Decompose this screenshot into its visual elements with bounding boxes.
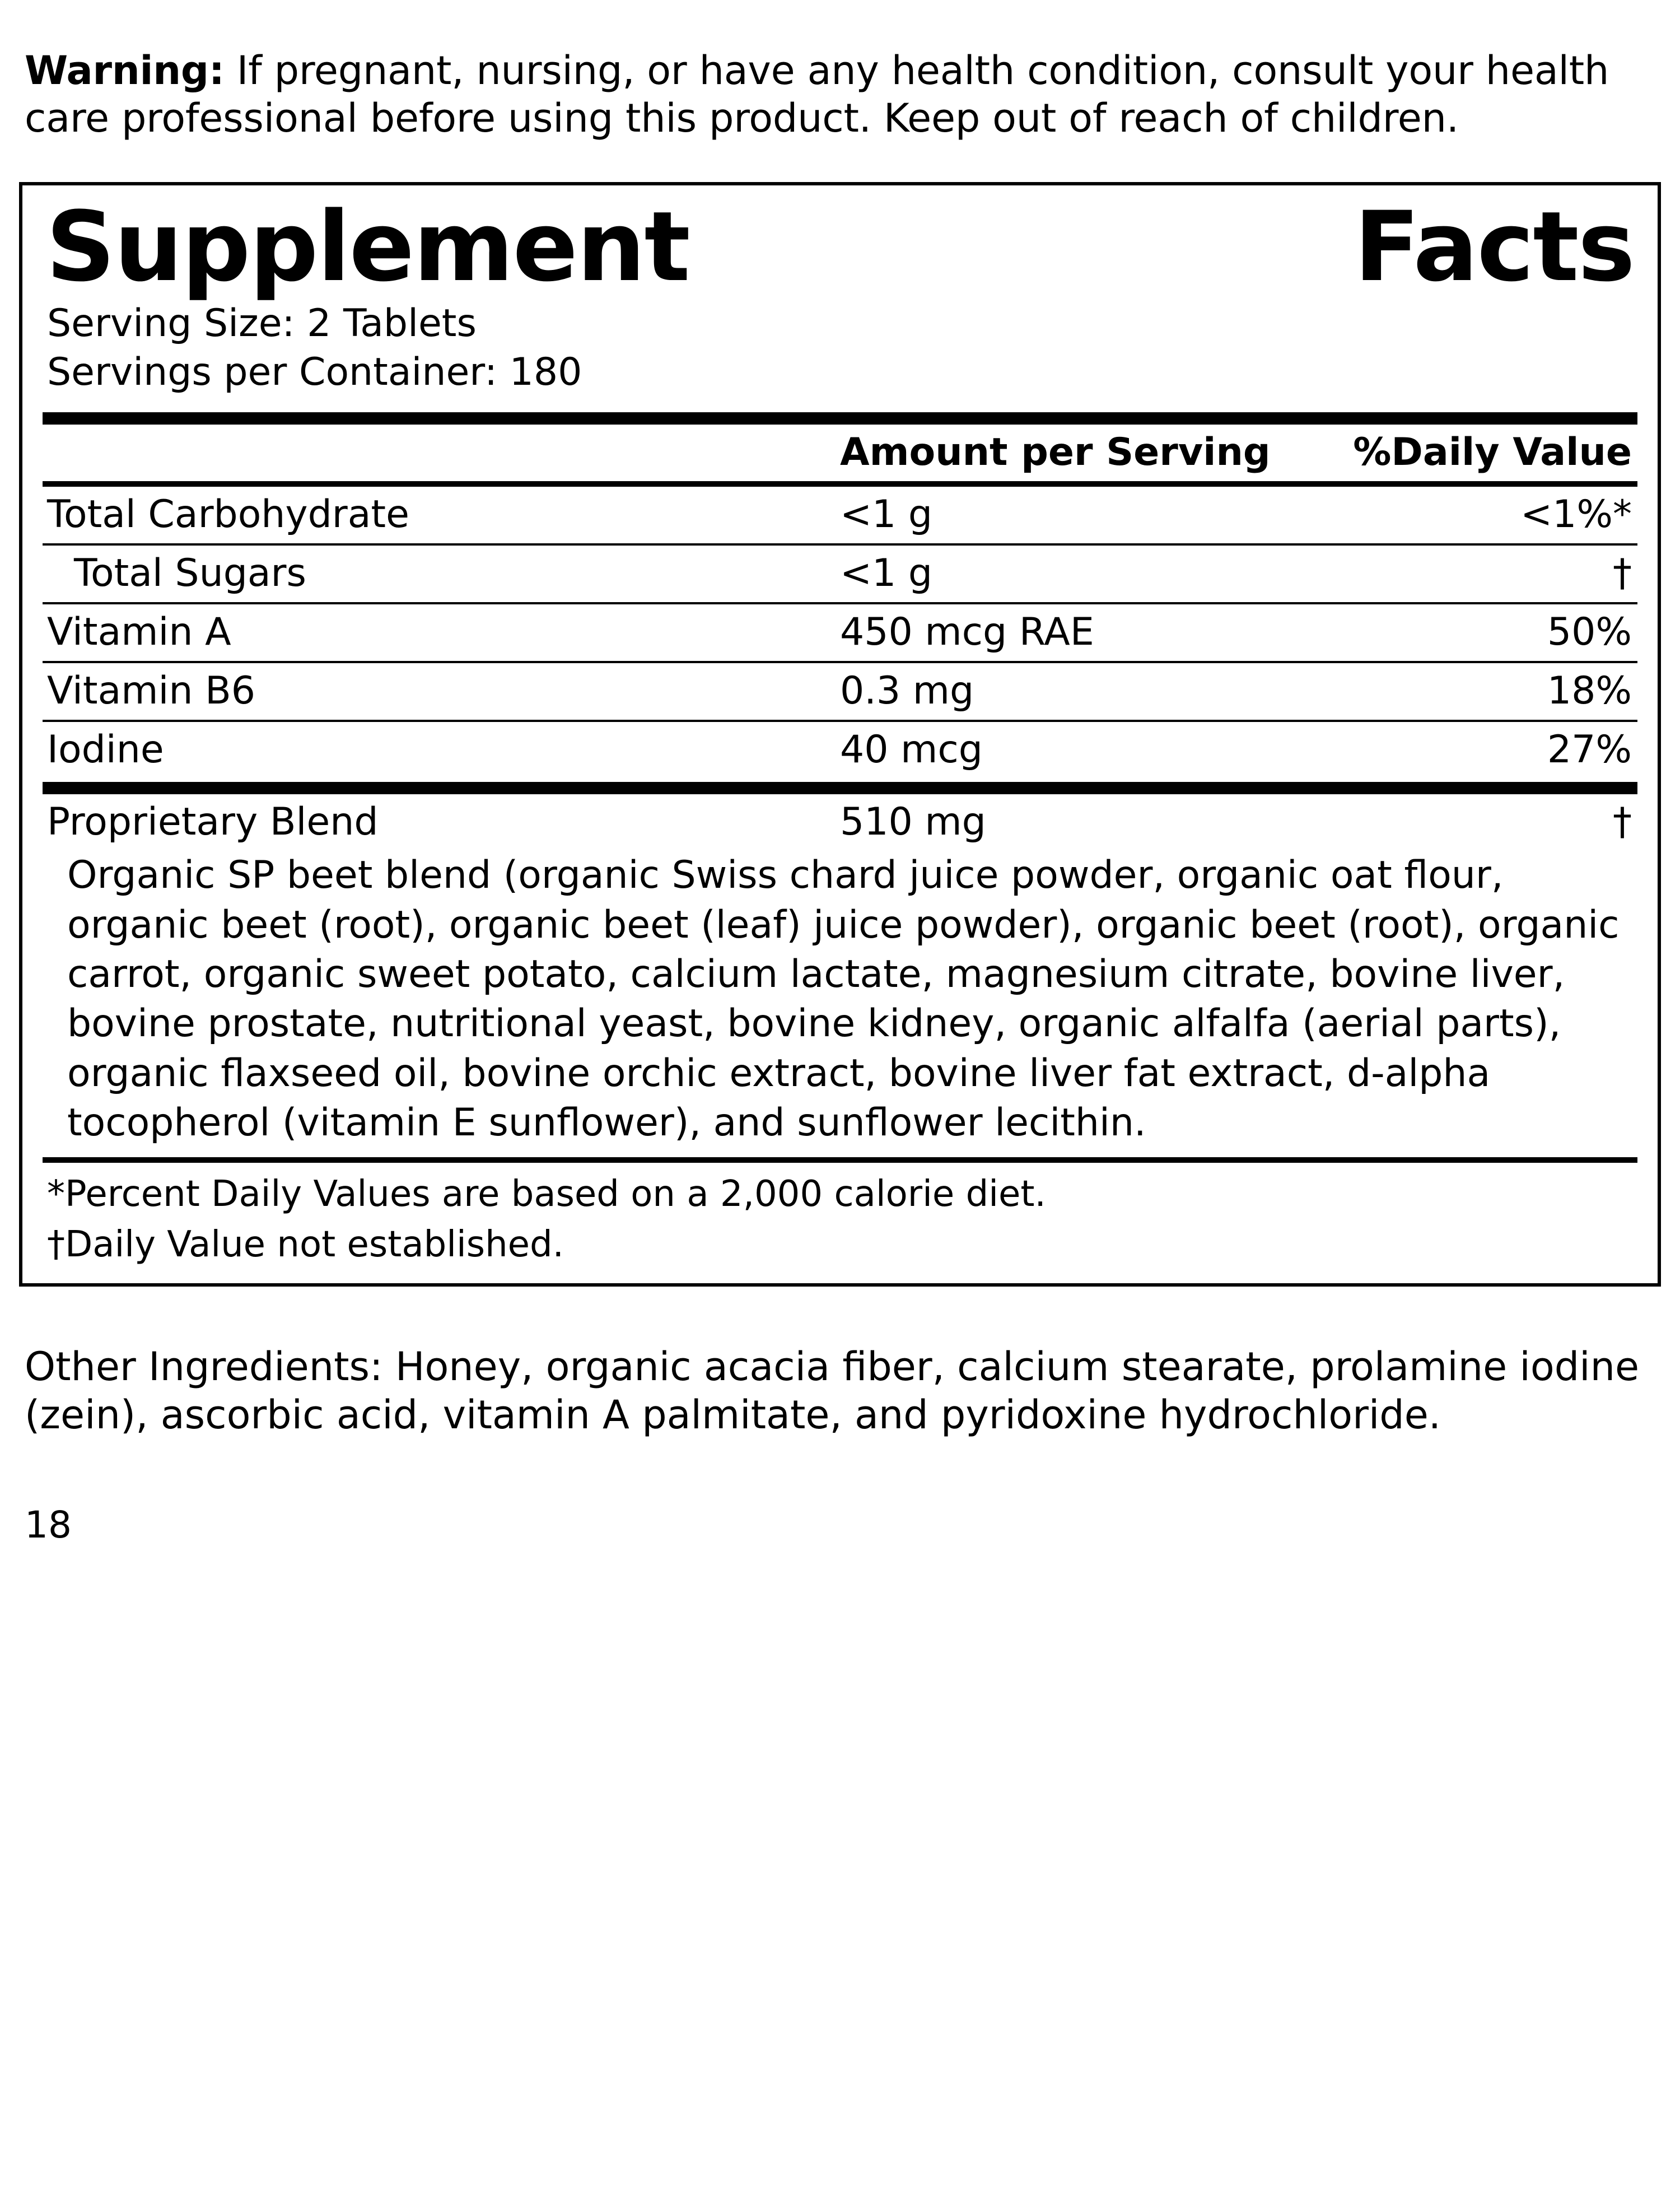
serving-info bbox=[43, 299, 1637, 409]
blend-ingredient-list: Organic SP beet blend (organic Swiss chard juice powder, organic oat flour, organic beet (root), organic beet (leaf) juice powder), organic beet (root), organic carrot, organic sweet potato, calcium lactate, magnesium citrate, bovine liver, bovine prostate, nutritional yeast, bovine kidney, organic alfalfa (aerial parts), organic flaxseed oil, bovine orchic extract, bovine liver fat extract, d-alpha tocopherol (vitamin E sunflower), and sunflower lecithin. bbox=[67, 853, 1620, 1145]
nutrient-name: Total Carbohydrate bbox=[43, 487, 840, 544]
divider-under-header bbox=[43, 481, 1637, 487]
nutrient-amount: 450 mcg RAE bbox=[840, 603, 1350, 662]
page-number: 18 bbox=[25, 1503, 72, 1547]
nutrient-name: Vitamin A bbox=[43, 603, 840, 662]
serving-size: Serving Size: 2 Tablets bbox=[47, 301, 477, 346]
table-row bbox=[43, 794, 1637, 851]
nutrient-amount: <1 g bbox=[840, 487, 1350, 544]
table-row bbox=[43, 487, 1637, 544]
supplement-facts-title bbox=[43, 185, 1637, 303]
nutrient-dv: <1%* bbox=[1350, 487, 1637, 544]
divider-thick-top bbox=[43, 412, 1637, 425]
warning-label: Warning: bbox=[25, 48, 225, 94]
table-row bbox=[43, 544, 1637, 603]
header-amount-per-serving: Amount per Serving bbox=[840, 430, 1271, 475]
nutrient-dv: 18% bbox=[1350, 662, 1637, 721]
nutrient-name: Vitamin B6 bbox=[43, 662, 840, 721]
supplement-facts-title-left: Supplement bbox=[46, 190, 689, 303]
table-row bbox=[43, 662, 1637, 721]
footnote-daily-value-basis: *Percent Daily Values are based on a 2,000 calorie diet. bbox=[47, 1173, 1046, 1215]
supplement-facts-title-right: Facts bbox=[1354, 190, 1634, 303]
table-row bbox=[43, 603, 1637, 662]
nutrition-table bbox=[43, 425, 1637, 481]
blend-name: Proprietary Blend bbox=[47, 800, 379, 845]
nutrient-dv: 27% bbox=[1547, 728, 1632, 772]
footnote-dv-not-established: †Daily Value not established. bbox=[47, 1224, 564, 1266]
warning-paragraph bbox=[19, 39, 1661, 143]
blend-amount: 510 mg bbox=[840, 800, 986, 845]
nutrient-dv: 50% bbox=[1350, 603, 1637, 662]
header-blank bbox=[43, 425, 840, 481]
warning-text: If pregnant, nursing, or have any health condition, consult your health care professional before using this product. Keep out of reach of children. bbox=[25, 48, 1609, 142]
nutrient-name: Total Sugars bbox=[43, 544, 840, 603]
servings-per-container: Servings per Container: 180 bbox=[47, 350, 582, 395]
nutrient-amount: 0.3 mg bbox=[840, 662, 1350, 721]
table-header-row bbox=[43, 425, 1637, 481]
nutrient-rows bbox=[43, 487, 1637, 779]
nutrient-name: Iodine bbox=[47, 728, 164, 772]
blend-dv: † bbox=[1613, 800, 1632, 845]
nutrient-dv: † bbox=[1350, 544, 1637, 603]
table-row bbox=[43, 721, 1637, 779]
other-ingredients: Other Ingredients: Honey, organic acacia fiber, calcium stearate, prolamine iodine (zein), ascorbic acid, vitamin A palmitate, and pyridoxine hydrochloride. bbox=[25, 1343, 1640, 1438]
nutrient-amount: 40 mcg bbox=[840, 728, 983, 772]
proprietary-blend-table bbox=[43, 794, 1637, 851]
supplement-label-page bbox=[0, 39, 1680, 2185]
divider-below-blend bbox=[43, 1157, 1637, 1163]
header-daily-value: %Daily Value bbox=[1353, 430, 1632, 475]
divider-above-blend bbox=[43, 782, 1637, 794]
nutrient-amount: <1 g bbox=[840, 544, 1350, 603]
supplement-facts-panel bbox=[19, 182, 1661, 1287]
footnotes bbox=[43, 1163, 1637, 1283]
